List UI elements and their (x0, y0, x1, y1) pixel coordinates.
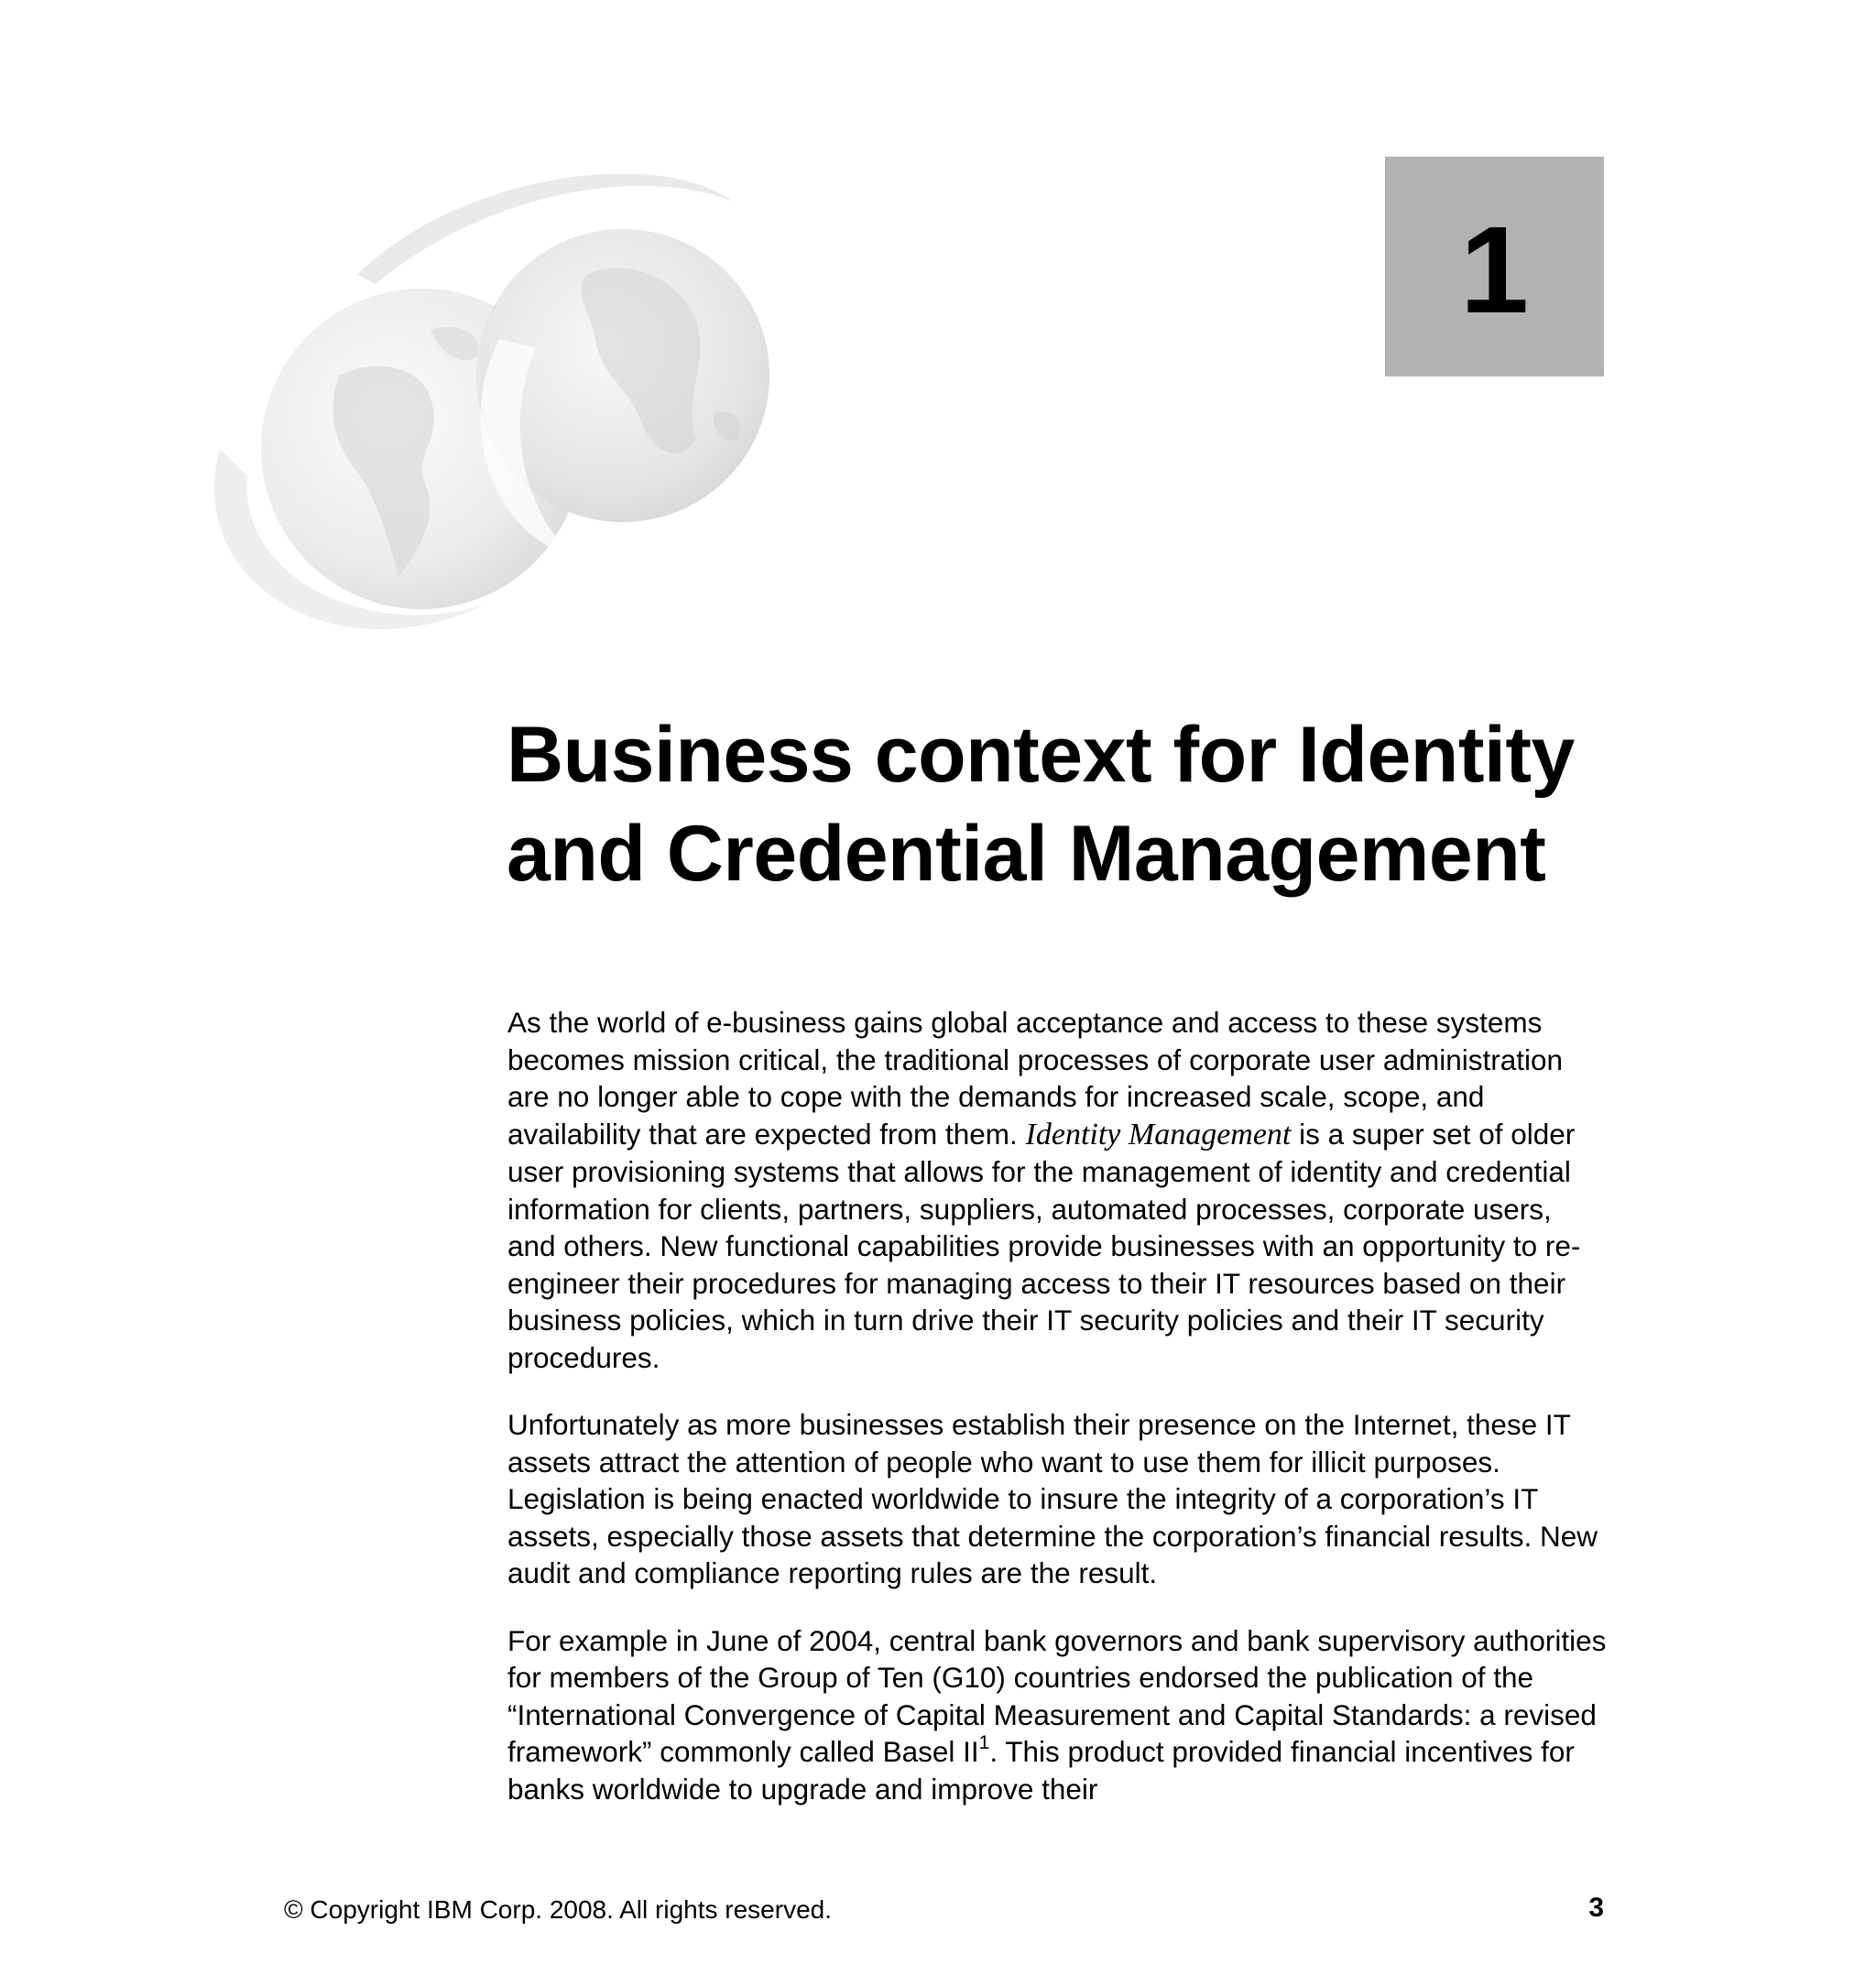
globe-watermark-icon (183, 147, 843, 678)
chapter-title-line-2: and Credential Management (507, 810, 1546, 898)
footer-copyright: © Copyright IBM Corp. 2008. All rights reserved. (284, 1895, 832, 1924)
paragraph-3-part-1: For example in June of 2004, central bank governors and bank supervisory authorities for members of the Group of Ten (G10) countries endorsed the publication of the “International Convergence of Capital Measurement and Capital Standards: a revised framework” commonly called Basel II (507, 1623, 1607, 1768)
chapter-title (507, 705, 1661, 903)
footnote-reference[interactable]: 1 (978, 1732, 990, 1753)
paragraph-2: Unfortunately as more businesses establish their presence on the Internet, these IT assets attract the attention of people who want to use them for illicit purposes. Legislation is being enacted worldwide to insure the integrity of a corporation’s IT assets, especially those assets that determine the corporation’s financial results. New audit and compliance reporting rules are the result. (507, 1408, 1598, 1589)
paragraph-1-part-2: is a super set of older user provisioning systems that allows for the management of identity and credential information for clients, partners, suppliers, automated processes, corporate users, and others. New functional capabilities provide businesses with an opportunity to re-engineer their procedures for managing access to their IT resources based on their business policies, which in turn drive their IT security policies and their IT security procedures. (507, 1117, 1581, 1374)
chapter-number-box (1385, 157, 1604, 376)
page-number: 3 (1588, 1893, 1604, 1923)
paragraph-1-part-1: As the world of e-business gains global acceptance and access to these systems becomes mission critical, the traditional processes of corporate user administration are no longer able to cope with the demands for increased scale, scope, and availability that are expected from them. (507, 1006, 1564, 1151)
paragraph-3-part-2: . This product provided financial incentives for banks worldwide to upgrade and improve their (507, 1735, 1575, 1806)
paragraph-1-emphasis: Identity Management (1025, 1117, 1292, 1151)
paragraph-3 (507, 1622, 1607, 1808)
chapter-body (507, 1004, 1607, 1838)
paragraph-1 (507, 1004, 1607, 1376)
chapter-title-line-1: Business context for Identity (507, 711, 1575, 799)
chapter-number: 1 (1459, 200, 1530, 339)
